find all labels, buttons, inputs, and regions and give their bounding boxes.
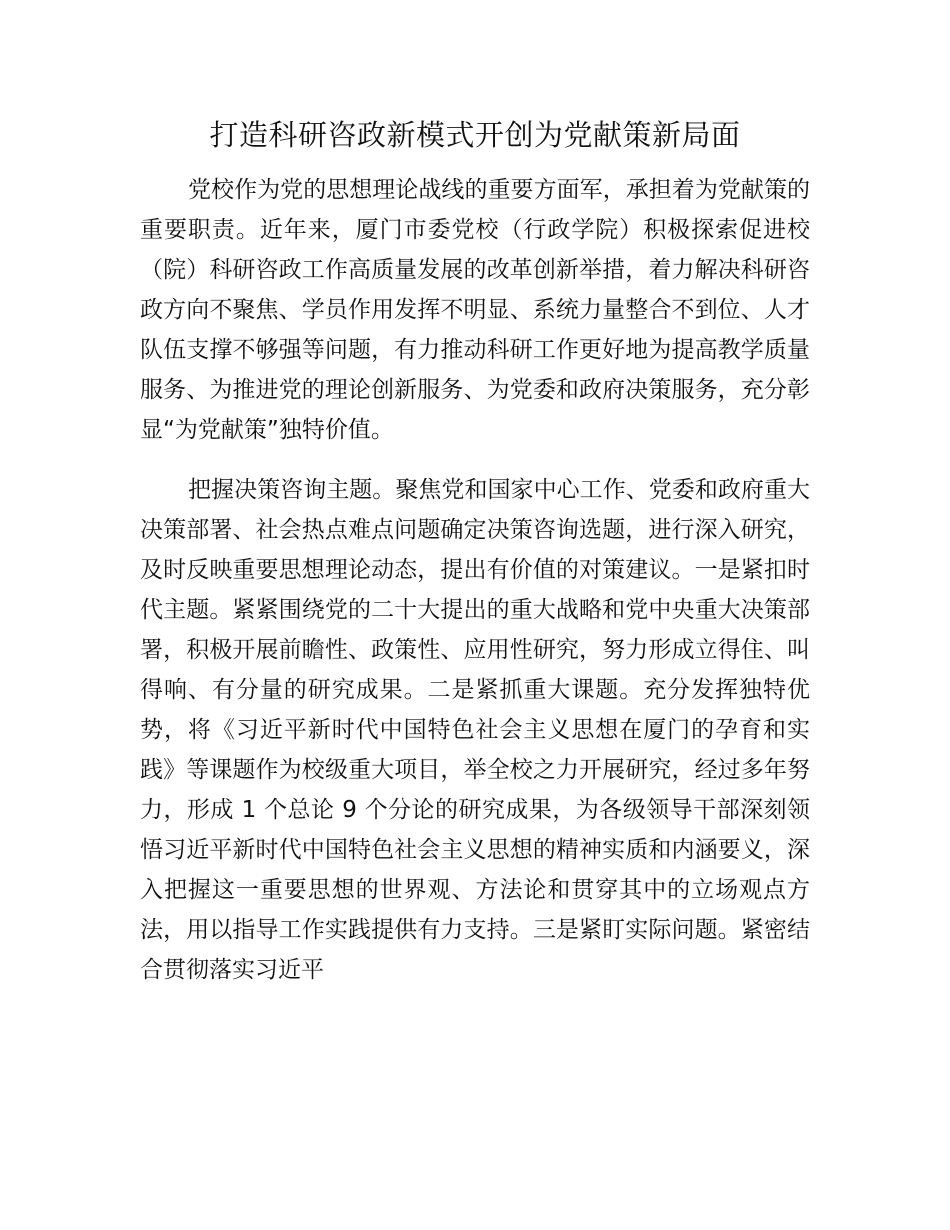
paragraph-intro: 党校作为党的思想理论战线的重要方面军，承担着为党献策的重要职责。近年来，厦门市委党校（行政学院）积极探索促进校（院）科研咨政工作高质量发展的改革创新举措，着力解决科研咨政方向不聚焦、学员作用发挥不明显、系统力量整合不到位、人才队伍支撑不够强等问题，有力推动科研工作更好地为提高教学质量服务、为推进党的理论创新服务、为党委和政府决策服务，充分彰显“为党献策”独特价值。: [140, 177, 810, 443]
paragraph-decision-consulting: 把握决策咨询主题。聚焦党和国家中心工作、党委和政府重大决策部署、社会热点难点问题确定决策咨询选题，进行深入研究，及时反映重要思想理论动态，提出有价值的对策建议。一是紧扣时代主题。紧紧围绕党的二十大提出的重大战略和党中央重大决策部署，积极开展前瞻性、政策性、应用性研究，努力形成立得住、叫得响、有分量的研究成果。二是紧抓重大课题。充分发挥独特优势，将《习近平新时代中国特色社会主义思想在厦门的孕育和实践》等课题作为校级重大项目，举全校之力开展研究，经过多年努力，形成 1 个总论 9 个分论的研究成果，为各级领导干部深刻领悟习近平新时代中国特色社会主义思想的精神实质和内涵要义，深入把握这一重要思想的世界观、方法论和贯穿其中的立场观点方法，用以指导工作实践提供有力支持。三是紧盯实际问题。紧密结合贯彻落实习近平: [140, 477, 810, 983]
document-title: 打造科研咨政新模式开创为党献策新局面: [209, 118, 741, 152]
